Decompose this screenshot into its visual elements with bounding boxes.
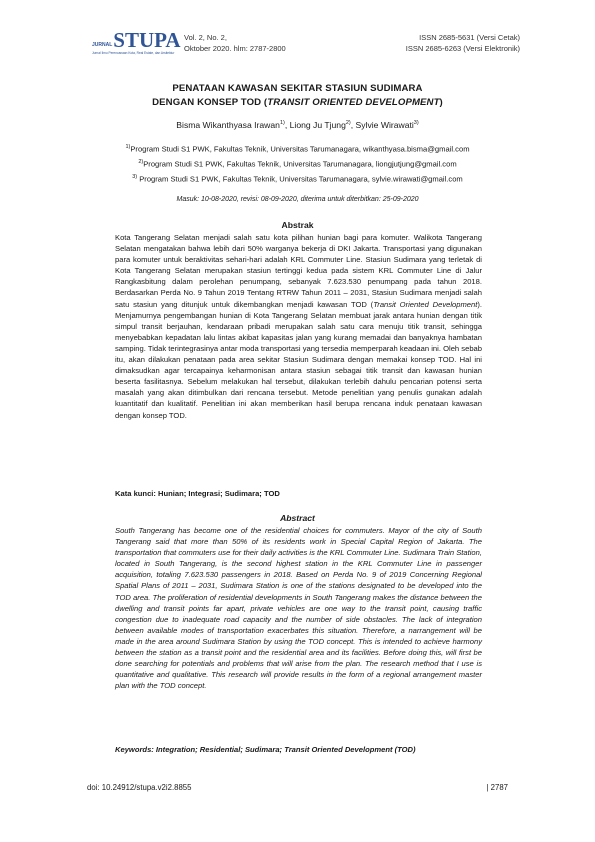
affiliation-text: Program Studi S1 PWK, Fakultas Teknik, Universitas Tarumanagara, wikanthyasa.bisma@gmail.com (130, 144, 470, 154)
affiliation-sup: 3) (132, 174, 138, 181)
abstrak-text-italic: Transit Oriented Development (373, 299, 478, 309)
authors (60, 120, 535, 130)
issn-online: ISSN 2685-6263 (Versi Elektronik) (405, 43, 520, 53)
logo-tagline: Jurnal Ilmu Perencanaan Kota, Real Estate, dan Arsitektur (92, 51, 175, 55)
affiliation-3 (60, 171, 535, 186)
title-line2 (60, 96, 535, 110)
volume: Vol. 2, No. 2, (184, 33, 227, 42)
affiliation-sup: 2) (138, 159, 144, 166)
issn-print: ISSN 2685-5631 (Versi Cetak) (419, 33, 520, 42)
affiliation-text: Program Studi S1 PWK, Fakultas Teknik, Universitas Tarumanagara, liongjutjung@gmail.com (143, 159, 457, 169)
affiliations (60, 141, 535, 186)
keywords-en: Keywords: Integration; Residential; Sudimara; Transit Oriented Development (TOD) (115, 745, 416, 754)
title-line2-italic: TRANSIT ORIENTED DEVELOPMENT (267, 96, 440, 108)
affiliation-1 (60, 141, 535, 156)
author-1: Bisma Wikanthyasa Irawan (176, 120, 280, 130)
issn-info (406, 33, 520, 54)
author-1-sup: 1) (279, 120, 285, 127)
logo-prefix: JURNAL (92, 42, 113, 48)
author-3: Sylvie Wirawati (355, 120, 414, 130)
paper-title (60, 82, 535, 109)
journal-info (184, 33, 286, 54)
title-line2-pre: DENGAN KONSEP TOD ( (152, 96, 268, 108)
title-line2-post: ) (439, 96, 443, 108)
author-2: Liong Ju Tjung (289, 120, 346, 130)
author-2-sup: 2) (345, 120, 351, 127)
title-line1: PENATAAN KAWASAN SEKITAR STASIUN SUDIMARA (172, 83, 423, 94)
author-3-sup: 3) (413, 120, 419, 127)
kata-kunci: Kata kunci: Hunian; Integrasi; Sudimara; TOD (115, 489, 280, 498)
logo-main: STUPA (113, 28, 181, 52)
issue-date: Oktober 2020. hlm: 2787-2800 (184, 43, 286, 53)
page-number: | 2787 (486, 783, 508, 792)
abstract-heading: Abstract (280, 513, 315, 523)
doi: doi: 10.24912/stupa.v2i2.8855 (87, 783, 192, 792)
submission-dates: Masuk: 10-08-2020, revisi: 08-09-2020, diterima untuk diterbitkan: 25-09-2020 (176, 196, 419, 203)
affiliation-2 (60, 156, 535, 171)
journal-logo (92, 28, 181, 66)
abstract-text: South Tangerang has become one of the residential choices for commuters. Mayor of the city of South Tangerang said that more than 50% of its residents work in Special Capital Region of Jakarta. The transportation that commuters use for their daily activities is the KRL Commuter Line. Sudimara Train Station, located in South Tangerang, is the second highest station in the KRL Commuter Line in passenger acquisition, totaling 7.623.530 passengers in 2018. Based on Perda No. 9 of 2019 Concerning Regional Spatial Plans of 2011 – 2031, Sudimara Station is one of the stations designated to be developed into the TOD area. The proliferation of residential developments in South Tangerang makes the distance between the dwelling and transit points far apart, private vehicles are one way to the transit point, causing traffic congestion due to inadequate road capacity and the number of side obstacles. The lack of integration between available modes of transportation exacerbates this situation. Therefore, a narrangement will be made in the area around Sudimara Station by using the TOD concept. This is intended to achieve harmony between the station as a transit point and the residential area and its facilities. Before doing this, will first be done searching for potentials and problems that will arise from the plan. The research method that I use is quantitative and qualitative. This research will provide results in the form of a regional arrangement master plan with the TOD concept. (115, 526, 482, 691)
abstrak-text (115, 232, 482, 421)
affiliation-sup: 1) (125, 144, 131, 150)
author-sep: , (350, 120, 356, 130)
abstrak-text-pre: Kota Tangerang Selatan menjadi salah satu kota pilihan hunian bagi para komuter. Walikota Tangerang Selatan mengatakan bahwa lebih dari 50% warganya bekerja di DKI Jakarta. Transportasi yang digunakan para komuter untuk beraktivitas sehari-hari adalah KRL Commuter Line. Stasiun Sudimara yang terletak di Kota Tangerang Selatan merupakan stasiun tertinggi kedua pada sistem KRL Commuter Line di Jalur Rangkasbitung dalam perolehan penumpang, sebanyak 7.623.530 penumpang pada tahun 2018. Berdasarkan Perda No. 9 Tahun 2019 Tentang RTRW Tahun 2011 – 2031, Stasiun Sudimara menjadi salah satu stasiun yang ditunjuk untuk dikembangkan menjadi kawasan TOD ( (115, 233, 482, 309)
author-sep: , (284, 120, 290, 130)
affiliation-text: Program Studi S1 PWK, Fakultas Teknik, Universitas Tarumanagara, sylvie.wirawati@gmail.com (137, 174, 463, 184)
abstrak-text-post: ). Menjamurnya pengembangan hunian di Kota Tangerang Selatan membuat jarak antara hunian dengan titik simpul transit berjauhan, kendaraan pribadi merupakan salah satu cara menuju titik transit, sehingga menyebabkan kepadatan lalu lintas akibat kapasitas jalan yang kurang memadai dan banyaknya hambatan samping. Tidak terintegrasinya antar moda transportasi yang tersedia memperparah keadaan ini. Oleh sebab itu, akan dilakukan penataan pada area sekitar Stasiun Sudimara dengan memakai konsep TOD. Hal ini dimaksudkan agar tercapainya keharmonisan antara stasiun sebagai titik transit dan kawasan hunian beserta fasilitasnya. Sebelum melakukan hal tersebut, dilakukan terlebih dahulu pencarian potensi serta masalah yang akan ditimbulkan dari rencana tersebut. Metode penelitian yang penulis gunakan adalah kuantitatif dan kualitatif. Penelitian ini akan memberikan hasil berupa rencana induk penataan kawasan dengan konsep TOD. (115, 299, 483, 420)
abstrak-heading: Abstrak (281, 220, 314, 230)
